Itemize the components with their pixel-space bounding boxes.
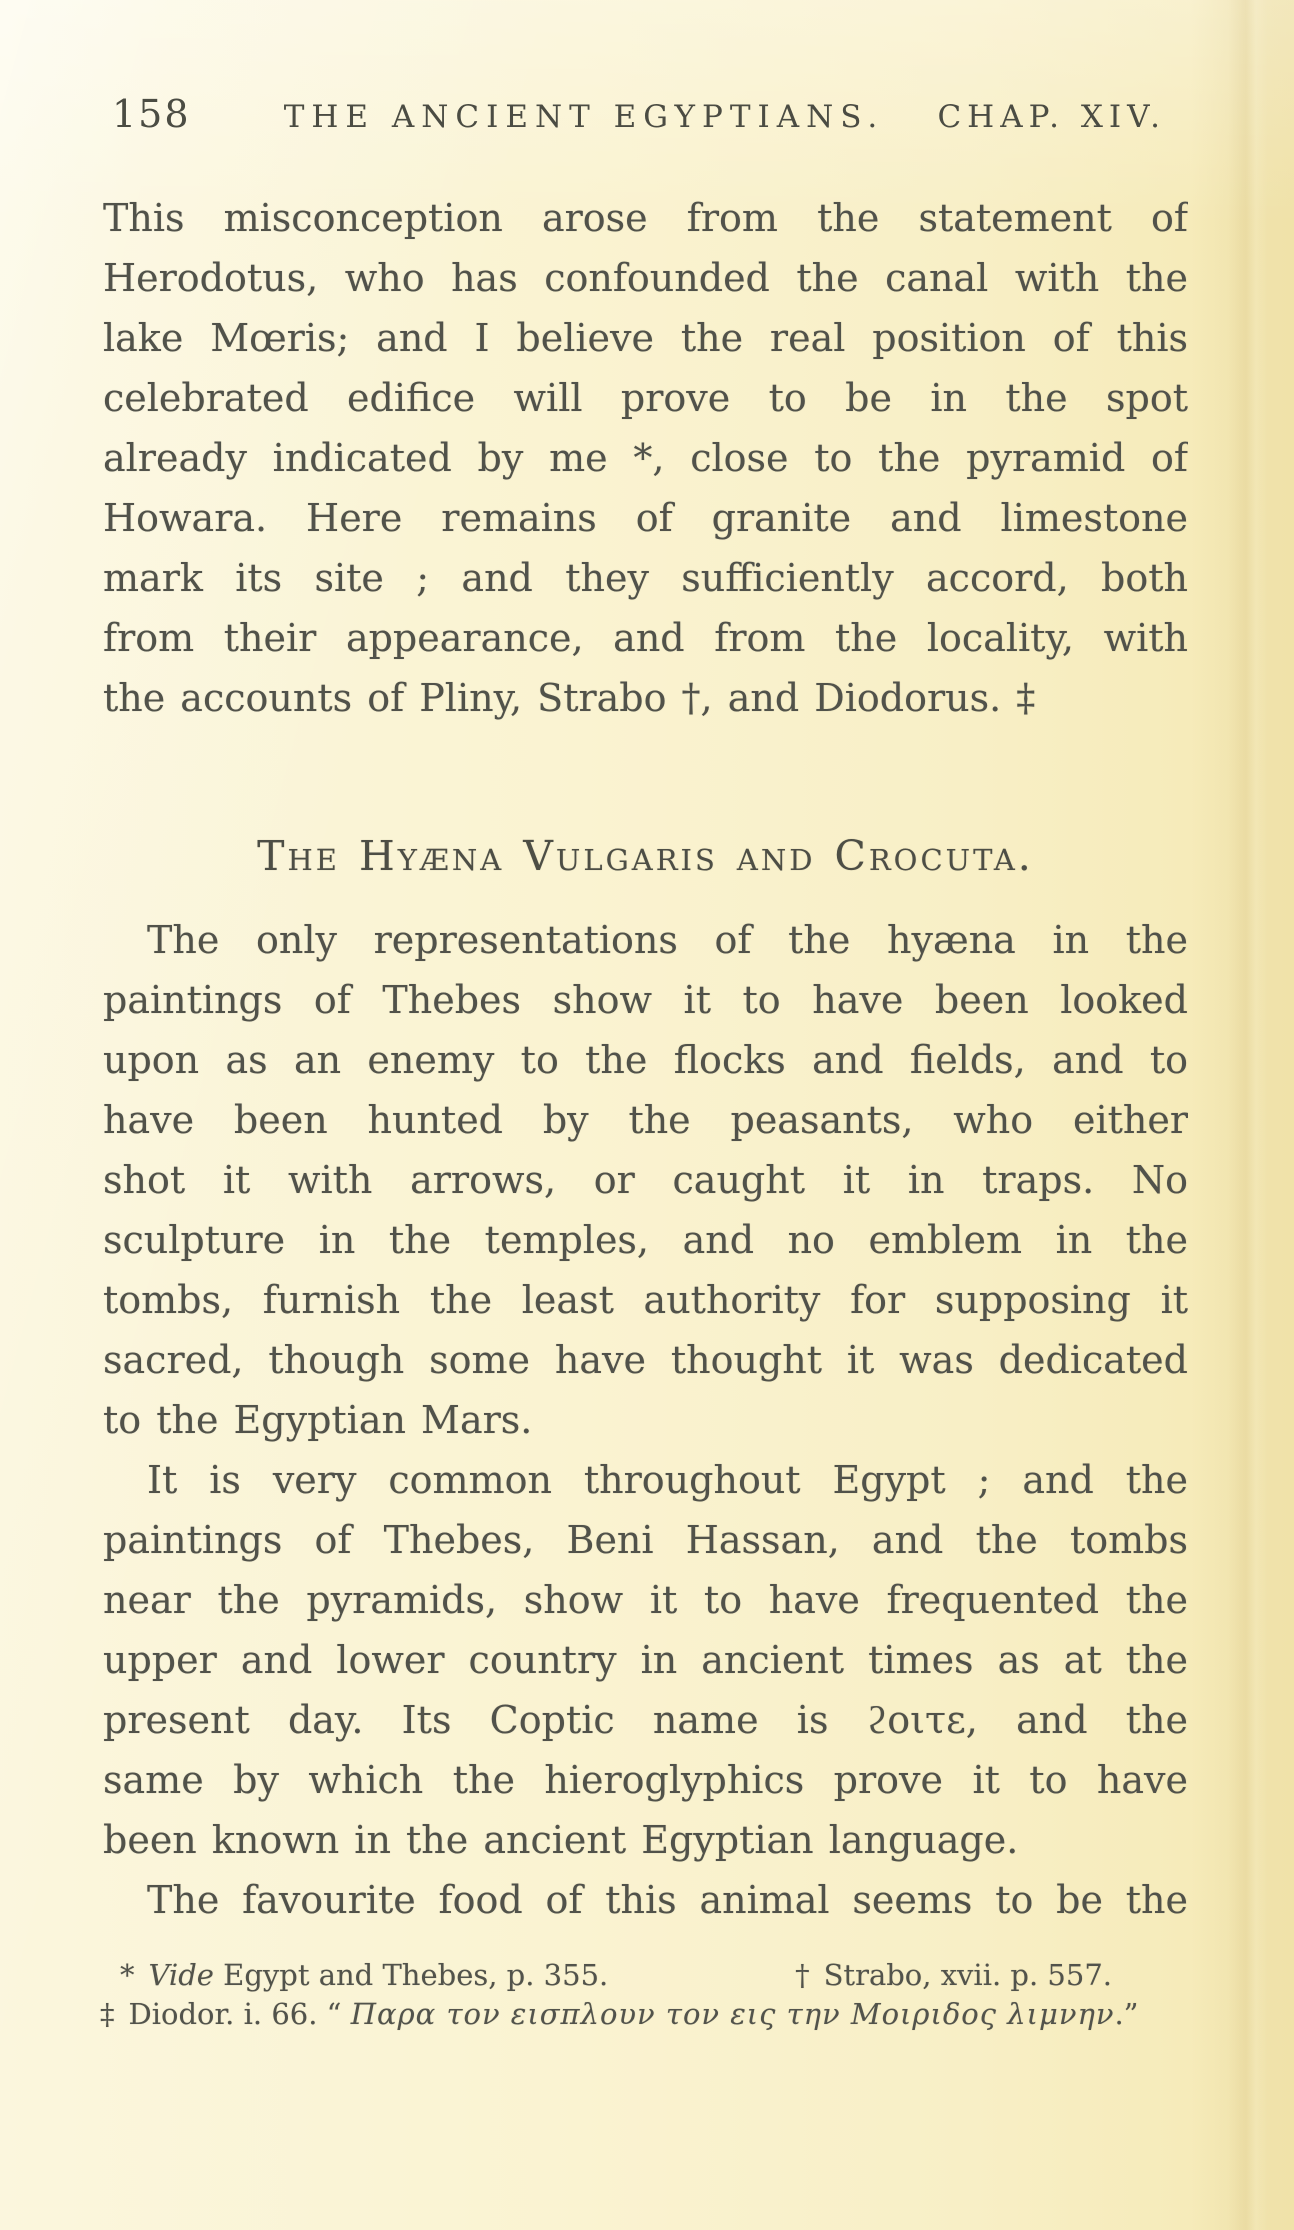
- double-dagger-marker: ‡: [100, 1997, 115, 2031]
- footnote-vide: Vide: [148, 1958, 214, 1992]
- body-line: already indicated by me *, close to the pyramid of: [103, 436, 1188, 480]
- page-fold-shading: [1228, 0, 1268, 2230]
- footnote-egypt-thebes-text: Egypt and Thebes, p. 355.: [213, 1958, 609, 1992]
- footnotes: [96, 1956, 1156, 2033]
- footnote-greek-quote: Παρα τον εισπλουν τον εις την Μοιριδος λιμνην: [350, 1997, 1115, 2031]
- body-line: It is very common throughout Egypt ; and the: [147, 1458, 1188, 1502]
- body-line: celebrated edifice will prove to be in the spot: [103, 376, 1188, 420]
- paragraph: [103, 910, 1188, 1450]
- running-header: [112, 92, 1166, 136]
- asterisk-marker: *: [120, 1958, 135, 1992]
- running-title: THE ANCIENT EGYPTIANS.: [283, 99, 885, 135]
- body-line: paintings of Thebes, Beni Hassan, and the tombs: [103, 1518, 1188, 1562]
- footnote-row: [96, 1995, 1156, 2033]
- chapter-label: CHAP. XIV.: [937, 99, 1166, 135]
- footnote-strabo: [795, 1956, 1112, 1994]
- body-line: The only representations of the hyæna in the: [147, 918, 1188, 962]
- body-line: same by which the hieroglyphics prove it to have: [103, 1758, 1188, 1802]
- footnote-strabo-text: Strabo, xvii. p. 557.: [823, 1958, 1112, 1992]
- body-line: tombs, furnish the least authority for supposing it: [103, 1278, 1188, 1322]
- body-line: have been hunted by the peasants, who either: [103, 1098, 1188, 1142]
- footnote-row: [96, 1956, 1112, 1994]
- footnote-egypt-thebes: [120, 1956, 608, 1994]
- body-line: from their appearance, and from the locality, with: [103, 616, 1188, 660]
- paragraph: [103, 188, 1188, 728]
- body-line: present day. Its Coptic name is ϩοιτε, and the: [103, 1698, 1188, 1742]
- body-line: sacred, though some have thought it was dedicated: [103, 1338, 1188, 1382]
- body-line: the accounts of Pliny, Strabo †, and Diodorus. ‡: [103, 676, 1036, 720]
- body-line: mark its site ; and they sufficiently accord, both: [103, 556, 1188, 600]
- paragraph: [103, 1450, 1188, 1870]
- section-heading: The Hyæna Vulgaris and Crocuta.: [257, 832, 1034, 880]
- paragraph: [103, 1870, 1188, 1930]
- body-line: been known in the ancient Egyptian language.: [103, 1818, 1019, 1862]
- dagger-marker: †: [795, 1958, 810, 1992]
- body-line: upper and lower country in ancient times as at the: [103, 1638, 1188, 1682]
- body-line: upon as an enemy to the flocks and fields, and to: [103, 1038, 1188, 1082]
- body-line: Howara. Here remains of granite and limestone: [103, 496, 1188, 540]
- footnote-diodorus-tail: .”: [1114, 1997, 1139, 2031]
- body-line: The favourite food of this animal seems to be the: [147, 1878, 1188, 1922]
- body-line: Herodotus, who has confounded the canal with the: [103, 256, 1188, 300]
- body-line: lake Mœris; and I believe the real position of this: [103, 316, 1188, 360]
- body-line: to the Egyptian Mars.: [103, 1398, 533, 1442]
- footnote-diodorus-lead: Diodor. i. 66. “: [128, 1997, 351, 2031]
- body-line: sculpture in the temples, and no emblem in the: [103, 1218, 1188, 1262]
- body-line: shot it with arrows, or caught it in traps. No: [103, 1158, 1188, 1202]
- body-line: This misconception arose from the statement of: [103, 196, 1188, 240]
- text-column: [103, 188, 1188, 1930]
- body-line: paintings of Thebes show it to have been looked: [103, 978, 1188, 1022]
- body-line: near the pyramids, show it to have frequented the: [103, 1578, 1188, 1622]
- page-number: 158: [112, 92, 191, 136]
